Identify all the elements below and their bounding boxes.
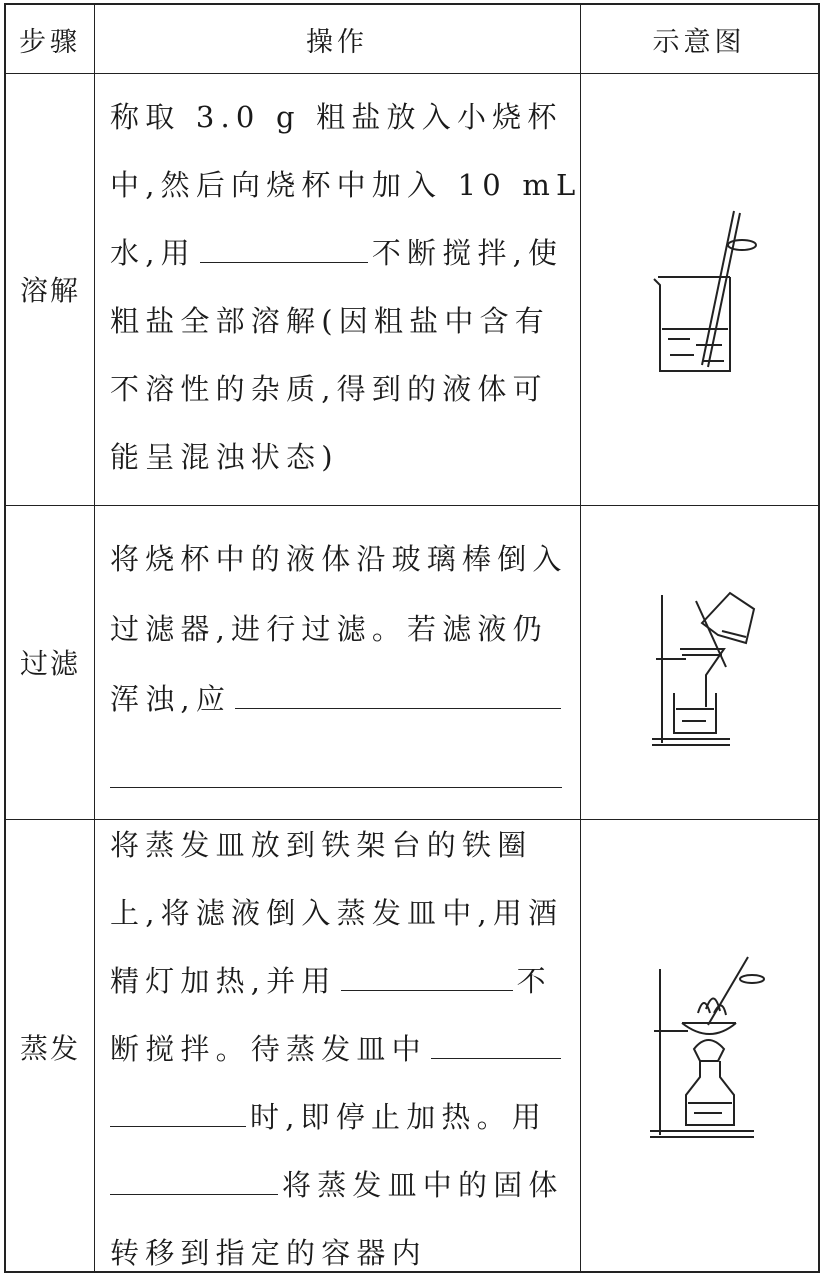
text-line (110, 1083, 547, 1151)
text-line: 称取 3.0 g 粗盐放入小烧杯 (110, 100, 563, 134)
text-line (110, 665, 565, 733)
filtration-diagram (646, 583, 776, 753)
text-line: 不溶性的杂质,得到的液体可 (110, 372, 548, 406)
text-line: 中,然后向烧杯中加入 10 mL (110, 168, 582, 202)
step-evaporate: 蒸发 (19, 1032, 80, 1065)
step-filter: 过滤 (19, 647, 80, 680)
step-dissolve: 溶解 (19, 274, 80, 307)
text-line (110, 219, 563, 287)
text-line: 粗盐全部溶解(因粗盐中含有 (110, 304, 550, 338)
header-diagram: 示意图 (652, 26, 746, 58)
header-operation: 操作 (306, 26, 368, 58)
answer-blank-4-continued[interactable] (110, 1090, 246, 1127)
text-segment: 时,即停止加热。用 (250, 1100, 548, 1134)
experiment-table (4, 3, 820, 1273)
header-step: 步骤 (19, 26, 81, 58)
text-line: 过滤器,进行过滤。若滤液仍 (110, 612, 548, 646)
answer-blank-2[interactable] (235, 672, 561, 709)
answer-blank-4[interactable] (431, 1022, 561, 1059)
text-segment: 浑浊,应 (110, 682, 232, 716)
answer-blank-3[interactable] (341, 954, 513, 991)
text-line: 将蒸发皿放到铁架台的铁圈 (110, 828, 533, 862)
text-line: 上,将滤液倒入蒸发皿中,用酒 (110, 896, 564, 930)
answer-blank-2-continued[interactable] (110, 787, 562, 788)
text-line (110, 1015, 565, 1083)
operation-evaporate (110, 819, 570, 1275)
answer-blank-5[interactable] (110, 1158, 278, 1195)
text-line: 能呈混浊状态) (110, 440, 339, 474)
operation-dissolve (110, 73, 582, 505)
evaporation-diagram (642, 949, 772, 1149)
answer-blank-1[interactable] (200, 226, 368, 263)
text-segment: 断搅拌。待蒸发皿中 (110, 1032, 427, 1066)
text-line: 转移到指定的容器内 (110, 1236, 427, 1270)
text-line (110, 1151, 564, 1219)
operation-filter (110, 505, 570, 819)
column-divider-1 (94, 5, 95, 1271)
beaker-stirring-diagram (646, 205, 766, 385)
text-segment: 水,用 (110, 236, 196, 270)
text-line (110, 947, 552, 1015)
text-segment: 不断搅拌,使 (371, 236, 564, 270)
text-line: 将烧杯中的液体沿玻璃棒倒入 (110, 542, 568, 576)
text-segment: 精灯加热,并用 (110, 964, 337, 998)
text-segment: 将蒸发皿中的固体 (282, 1168, 564, 1202)
text-segment: 不 (516, 964, 552, 998)
